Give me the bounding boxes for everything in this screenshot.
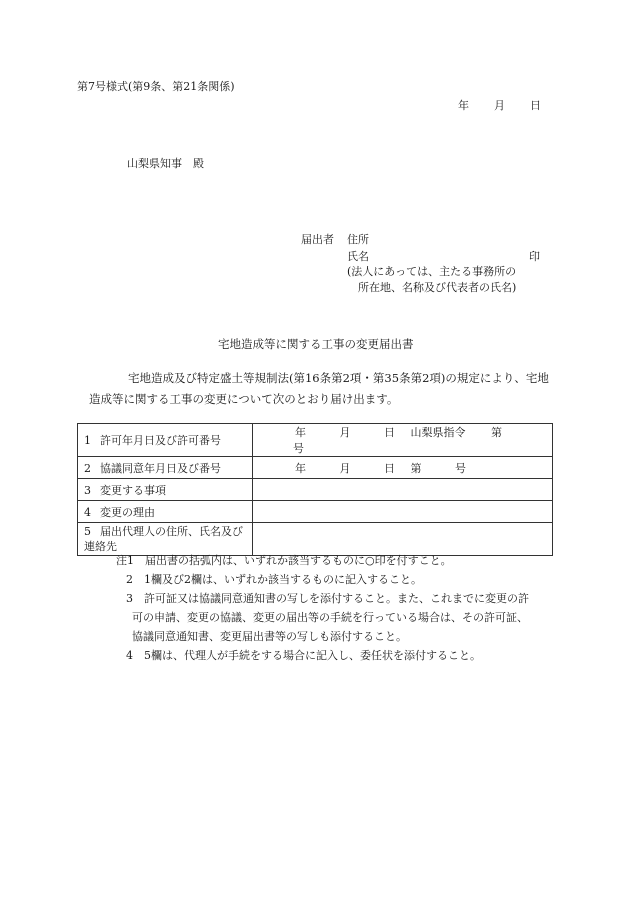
row-label	[78, 424, 253, 457]
date-year-label: 年	[458, 99, 469, 112]
year-label: 年	[295, 461, 306, 475]
month-label: 月	[339, 461, 351, 475]
note-1: 注1 届出書の括弧内は、いずれか該当するものに○印を付すこと。	[116, 554, 452, 567]
form-number: 第7号様式(第9条、第21条関係)	[77, 80, 235, 93]
change-items-field[interactable]	[253, 479, 553, 501]
body-line-1: 宅地造成及び特定盛土等規制法(第16条第2項・第35条第2項)の規定により、宅地	[128, 371, 549, 385]
row-label-text: 変更の理由	[100, 505, 155, 519]
row-label-text: 変更する事項	[100, 483, 166, 497]
note-3-cont-2: 協議同意通知書、変更届出書等の写しも添付すること。	[132, 630, 407, 643]
consent-date-number-field[interactable]	[253, 457, 553, 479]
dai-label: 第	[410, 461, 422, 475]
year-label: 年	[295, 426, 306, 439]
row-number: 4	[84, 505, 91, 519]
change-notification-table	[77, 423, 553, 556]
note-4: 4 5欄は、代理人が手続をする場合に記入し、委任状を添付すること。	[126, 649, 481, 662]
corp-note-line2: 所在地、名称及び代表者の氏名)	[358, 281, 517, 294]
day-label: 日	[384, 426, 395, 439]
document-title: 宅地造成等に関する工事の変更届出書	[218, 337, 414, 351]
row-number: 1	[84, 434, 91, 447]
table-row	[78, 424, 553, 457]
note-2: 2 1欄及び2欄は、いずれか該当するものに記入すること。	[126, 573, 422, 586]
row-label-text: 届出代理人の住所、氏名及び連絡先	[84, 525, 243, 553]
table-row	[78, 479, 553, 501]
corp-note-line1: (法人にあっては、主たる事務所の	[347, 265, 517, 278]
note-3: 3 許可証又は協議同意通知書の写しを添付すること。また、これまでに変更の許	[126, 592, 529, 605]
name-label: 氏名	[347, 250, 369, 263]
address-label: 住所	[347, 233, 369, 246]
row-number: 3	[84, 483, 91, 497]
date-day-label: 日	[530, 99, 541, 112]
row-label-text: 協議同意年月日及び番号	[100, 461, 221, 475]
row-label	[78, 501, 253, 523]
notes	[116, 551, 529, 665]
go-label: 号	[293, 442, 304, 455]
note-3-cont-1: 可の申請、変更の協議、変更の届出等の手続を行っている場合は、その許可証、	[132, 611, 528, 624]
body-line-2: 造成等に関する工事の変更について次のとおり届け出ます。	[89, 392, 399, 406]
table-row	[78, 501, 553, 523]
row-label	[78, 479, 253, 501]
seal-mark: 印	[529, 250, 540, 263]
dai-label: 第	[491, 426, 502, 439]
pref-directive-label: 山梨県指令	[410, 426, 466, 439]
day-label: 日	[384, 461, 395, 475]
date-month-label: 月	[494, 99, 505, 112]
month-label: 月	[339, 426, 351, 439]
notifier-label: 届出者	[301, 233, 334, 246]
row-label-text: 許可年月日及び許可番号	[100, 434, 221, 447]
row-number: 2	[84, 461, 91, 475]
change-reason-field[interactable]	[253, 501, 553, 523]
permit-date-number-field[interactable]	[253, 424, 553, 457]
row-number: 5	[84, 525, 91, 538]
addressee: 山梨県知事 殿	[127, 157, 204, 170]
go-label: 号	[455, 461, 466, 475]
table-row	[78, 457, 553, 479]
row-label	[78, 457, 253, 479]
